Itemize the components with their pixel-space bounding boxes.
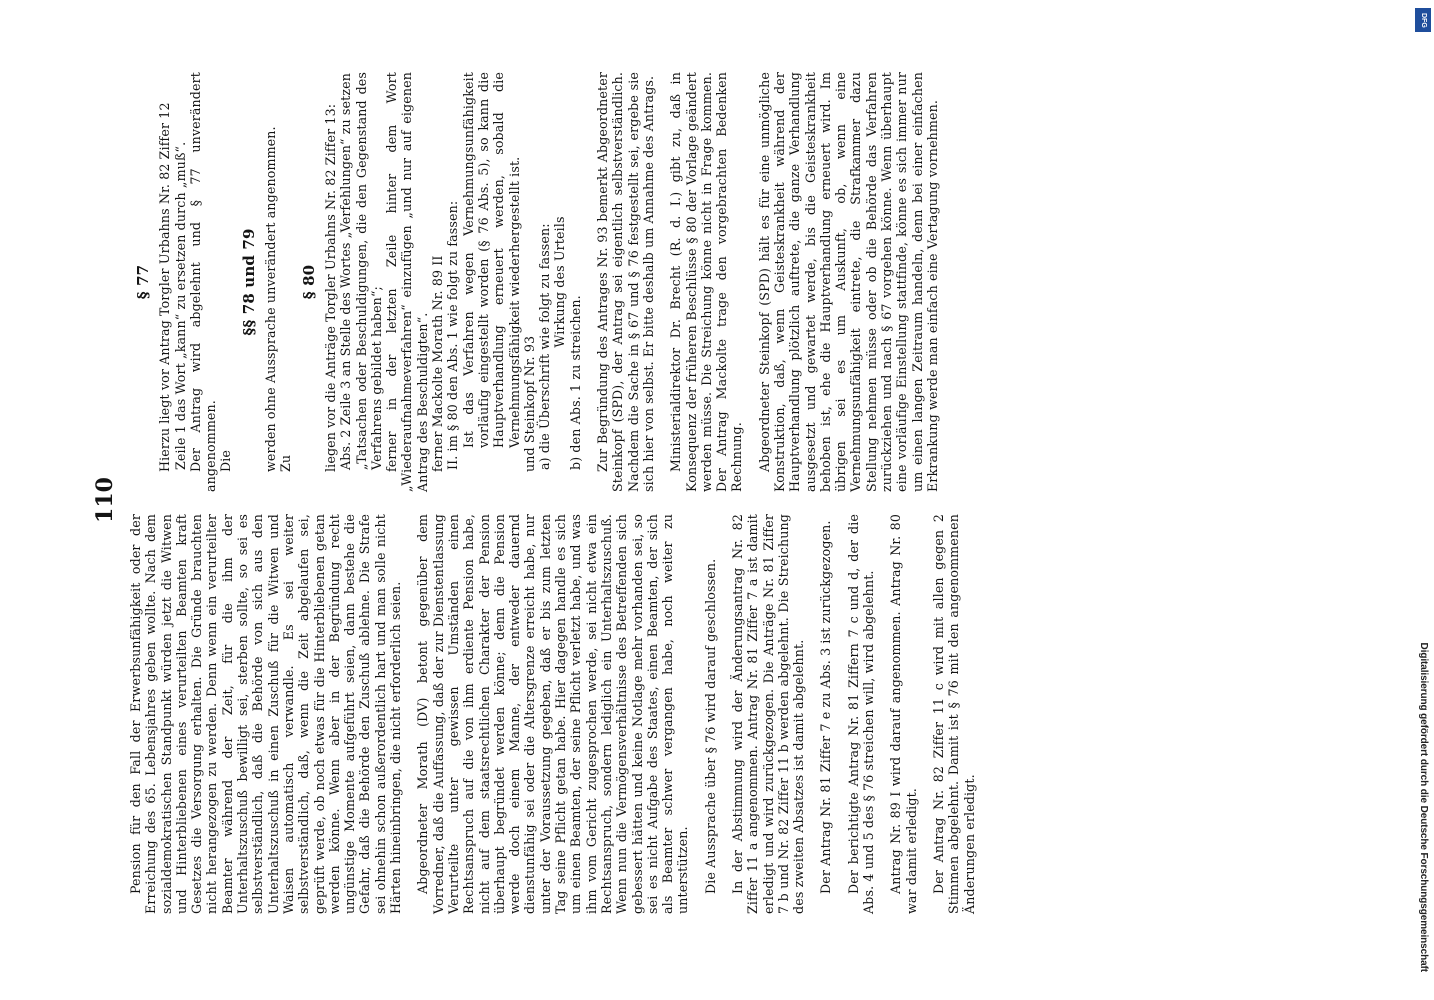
- paragraph: II. im § 80 den Abs. 1 wie folgt zu fassen:: [445, 200, 461, 470]
- paragraph: liegen vor die Anträge Torgler Urbahns Nr. 82 Ziffer 13:: [322, 103, 338, 472]
- paragraph: Die: [218, 449, 234, 472]
- paragraph: Zu: [278, 454, 294, 472]
- paragraph: Ministerialdirektor Dr. Brecht (R. d. I.) gibt zu, daß in Konsequenz der früheren Beschlüsse § 80 der Vorlage geändert werden müsse. Die Streichung könne nicht in Frage kommen. Der Antrag Mackolte trage den vorgebrachten Bedenken Rechnung.: [668, 72, 745, 492]
- paragraph: Die Aussprache über § 76 wird darauf geschlossen.: [702, 558, 718, 894]
- paragraph: Hierzu liegt vor Antrag Torgler Urbahns Nr. 82 Ziffer 12: [157, 102, 173, 472]
- paragraph: Zeile 1 das Wort „kann“ zu ersetzen durch „muß“.: [172, 141, 188, 470]
- paragraph: Ist das Verfahren wegen Vernehmungsunfähigkeit vorläufig eingestellt worden (§ 76 Abs. 5), so kann die Hauptverhandlung erneuert werden, sobald die Vernehmungsfähigkeit wiederhergestellt ist.: [460, 72, 522, 448]
- paragraph: Abgeordneter Steinkopf (SPD) hält es für eine unmögliche Konstruktion, daß, wenn Geisteskrankheit während der Hauptverhandlung plötzlich auftrete, die ganze Verhandlung ausgesetzt und gewartet werde, bis die Geisteskrankheit behoben ist, ehe die Hauptverhandlung erneuert wird. Im übrigen sei es um Auskunft, ob, wenn eine Vernehmungsunfähigkeit eintrete, die Strafkammer dazu Stellung nehmen müsse oder ob die Behörde das Verfahren zurückziehen und nach § 67 vorgehen könne. Wenn überhaupt eine vorläufige Einstellung stattfinde, könne es sich immer nur um einen langen Zeitraum handeln, denn bei einer einfachen Erkrankung werde man einfach eine Vertagung vornehmen.: [756, 72, 940, 492]
- paragraph: „Tatsachen oder Beschuldigungen, die den Gegenstand des Verfahrens gebildet haben“;: [353, 72, 384, 470]
- paragraph: Pension für den Fall der Erwerbsunfähigkeit oder der Erreichung des 65. Lebensjahres geben wollte. Nach dem sozialdemokratischen Standpunkt würden jetzt die Witwen und Hinterbliebenen eines verurteilten Beamten kraft Gesetzes die Versorgung erhalten. Die Gründe brauchten nicht herangezogen zu werden. Denn wenn ein verurteilter Beamter während der Zeit, für die ihm der Unterhaltszuschuß bewilligt sei, sterben sollte, so sei es selbstverständlich, daß die Behörde von sich aus den Unterhaltszuschuß in einen Zuschuß für die Witwen und Waisen automatisch verwandle. Es sei weiter selbstverständlich, daß, wenn die Zeit abgelaufen sei, geprüft werde, ob noch etwas für die Hinterbliebenen getan werden könne. Wenn aber in der Begründung recht ungünstige Momente aufgeführt seien, dann bestehe die Gefahr, daß die Behörde den Zuschuß ablehne. Die Strafe sei ohnehin schon außerordentlich hart und man solle nicht Härten hineinbringen, die nicht erforderlich seien.: [128, 514, 404, 914]
- paragraph: werden ohne Aussprache unverändert angenommen.: [263, 126, 279, 472]
- paragraph: Antrag Nr. 89 I wird darauf angenommen. Antrag Nr. 80 war damit erledigt.: [888, 514, 919, 914]
- paragraph: Der Antrag Nr. 81 Ziffer 7 e zu Abs. 3 ist zurückgezogen.: [818, 520, 834, 894]
- paragraph: Zur Begründung des Antrages Nr. 93 bemerkt Abgeordneter Steinkopf (SPD), der Antrag sei eigentlich selbstverständlich. Nachdem die Sache in § 67 und § 76 festgestellt sei, ergebe sie sich hier von selbst. Er bitte deshalb um Annahme des Antrags.: [595, 72, 656, 492]
- dfg-logo: DFG: [1415, 8, 1431, 32]
- paragraph: a) die Überschrift wie folgt zu fassen:: [537, 223, 553, 470]
- paragraph: und Steinkopf Nr. 93: [521, 335, 537, 472]
- paragraph: ferner in der letzten Zeile hinter dem Wort „Wiederaufnahmeverfahren“ einzufügen „und nur auf eigenen Antrag des Beschuldigten“.: [384, 72, 430, 492]
- section-heading: § 77: [134, 264, 152, 300]
- paragraph: Wirkung des Urteils: [552, 216, 568, 348]
- section-heading: § 80: [299, 264, 318, 300]
- paragraph: In der Abstimmung wird der Änderungsantrag Nr. 82 Ziffer 11 a angenommen. Antrag Nr. 81 Ziffer 7 a ist damit erledigt und wird zurückgezogen. Die Anträge Nr. 81 Ziffer 7 b und Nr. 82 Ziffer 11 b werden abgelehnt. Die Streichung des zweiten Absatzes ist damit abgelehnt.: [729, 514, 807, 914]
- section-heading: §§ 78 und 79: [239, 228, 258, 336]
- right-column: [128, 72, 940, 492]
- page-number: 110: [92, 477, 118, 523]
- paragraph: Der berichtigte Antrag Nr. 81 Ziffern 7 c und d, der die Abs. 4 und 5 des § 76 streichen will, wird abgelehnt.: [845, 514, 877, 914]
- paragraph: Der Antrag wird abgelehnt und § 77 unverändert angenommen.: [187, 72, 219, 492]
- left-column: [128, 514, 977, 914]
- digitization-sidebar: [1412, 0, 1434, 1000]
- paragraph: b) den Abs. 1 zu streichen.: [567, 295, 583, 470]
- paragraph: Der Antrag Nr. 82 Ziffer 11 c wird mit allen gegen 2 Stimmen abgelehnt. Damit ist § 76 mit den angenommenen Änderungen erledigt.: [930, 514, 977, 914]
- paragraph: ferner Mackolte Morath Nr. 89 II: [430, 255, 446, 472]
- digitization-credit: Digitalisierung gefördert durch die Deutsche Forschungsgemeinschaft: [1418, 642, 1429, 972]
- paragraph: Abgeordneter Morath (DV) betont gegenüber dem Vorredner, daß die Auffassung, daß der zur Dienstentlassung Verurteilte unter gewissen Umständen einen Rechtsanspruch auf die von ihm erdiente Pension habe, nicht auf dem staatsrechtlichen Charakter der Pension überhaupt begründet werden könne; denn die Pension werde doch einem Manne, der entweder dauernd dienstunfähig sei oder die Altersgrenze erreicht habe, nur unter der Voraussetzung gegeben, daß er bis zum letzten Tag seine Pflicht getan habe. Hier dagegen handle es sich um einen Beamten, der seine Pflicht verletzt habe, und was ihm vom Gericht zugesprochen werde, sei nicht etwa ein Rechtsanspruch, sondern lediglich ein Unterhaltszuschuß. Wenn nun die Vermögensverhältnisse des Betreffenden sich gebessert hätten und keine Notlage mehr vorhanden sei, so sei es nicht Aufgabe des Staates, einen Beamten, der sich als Beamter schwer vergangen habe, noch weiter zu unterstützen.: [415, 514, 691, 914]
- paragraph: Abs. 2 Zeile 3 an Stelle des Wortes „Verfehlungen“ zu setzen: [338, 72, 354, 470]
